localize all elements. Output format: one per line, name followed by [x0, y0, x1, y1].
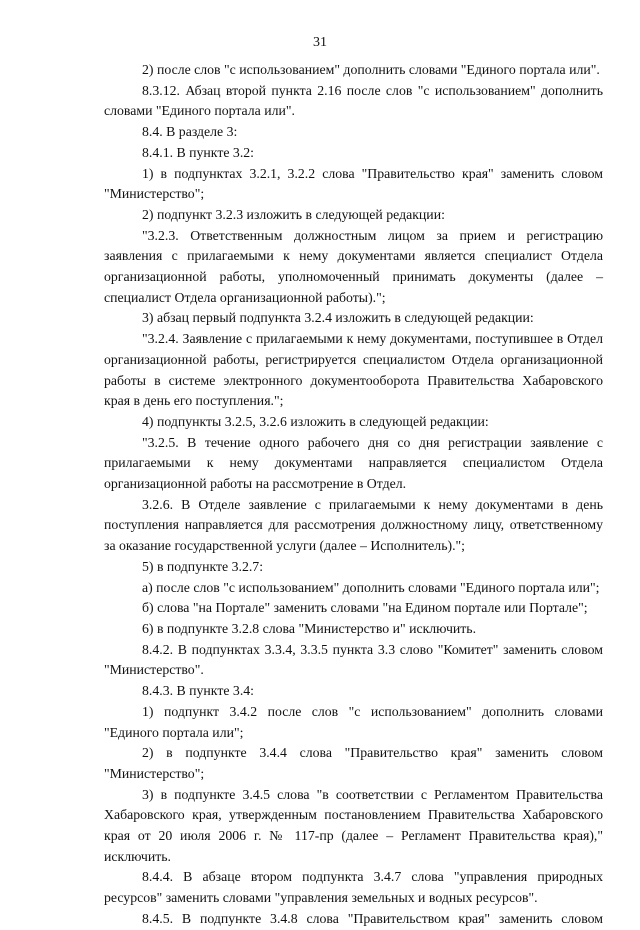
paragraph: "3.2.4. Заявление с прилагаемыми к нему документами, поступившее в Отдел организационной работы, регистрируется специалистом Отдела организационной работы в системе электронного документооборота Правительства Хабаровского края в день его поступления.";	[104, 331, 603, 409]
paragraph: б) слова "на Портале" заменить словами "на Едином портале или Портале";	[142, 600, 588, 616]
paragraph: 8.4.1. В пункте 3.2:	[142, 144, 255, 160]
paragraph: 1) подпункт 3.4.2 после слов "с использованием" дополнить словами "Единого портала или";	[104, 703, 603, 740]
paragraph: а) после слов "с использованием" дополнить словами "Единого портала или";	[142, 579, 600, 595]
paragraph: 8.4. В разделе 3:	[142, 124, 238, 140]
paragraph: 2) подпункт 3.2.3 изложить в следующей редакции:	[142, 206, 445, 222]
paragraph: 3.2.6. В Отделе заявление с прилагаемыми к нему документами в день поступления направляется для рассмотрения должностному лицу, ответственному за оказание государственной услуги (далее – Исполнитель).";	[104, 496, 603, 554]
paragraph: "3.2.5. В течение одного рабочего дня со дня регистрации заявление с прилагаемыми к нему документами направляется специалистом Отдела организационной работы на рассмотрение в Отдел.	[104, 434, 603, 492]
paragraph: 2) в подпункте 3.4.4 слова "Правительство края" заменить словом "Министерство";	[104, 745, 603, 781]
paragraph: 8.4.3. В пункте 3.4:	[142, 683, 255, 699]
paragraph: 8.3.12. Абзац второй пункта 2.16 после слов "с использованием" дополнить словами "Единого портала или".	[104, 82, 603, 119]
paragraph: "3.2.3. Ответственным должностным лицом за прием и регистрацию заявления с прилагаемыми к нему документами является специалист Отдела организационной работы, уполномоченный принимать документы (далее – специалист Отдела организационной работы).";	[104, 227, 603, 305]
paragraph: 1) в подпунктах 3.2.1, 3.2.2 слова "Правительство края" заменить словом "Министерство";	[104, 165, 603, 202]
paragraph: 5) в подпункте 3.2.7:	[142, 558, 264, 574]
paragraph: 3) в подпункте 3.4.5 слова "в соответствии с Регламентом Правительства Хабаровского края, утвержденным постановлением Правительства Хабаровского края от 20 июля 2006 г. № 117-пр (далее – Регламент Правительства края)," исключить.	[104, 786, 603, 864]
paragraph: 8.4.2. В подпунктах 3.3.4, 3.3.5 пункта 3.3 слово "Комитет" заменить словом "Министерство".	[104, 641, 603, 678]
paragraph: 4) подпункты 3.2.5, 3.2.6 изложить в следующей редакции:	[142, 413, 489, 429]
paragraph: 2) после слов "с использованием" дополнить словами "Единого портала или".	[142, 62, 600, 77]
paragraph: 8.4.5. В подпункте 3.4.8 слова "Правительством края" заменить словом	[142, 910, 603, 926]
paragraph: 8.4.4. В абзаце втором подпункта 3.4.7 слова "управления природных ресурсов" заменить словами "управления земельных и водных ресурсов".	[104, 869, 603, 906]
document-body	[104, 60, 603, 930]
page-number: 31	[313, 35, 327, 50]
paragraph: 3) абзац первый подпункта 3.2.4 изложить в следующей редакции:	[142, 310, 534, 326]
paragraph: 6) в подпункте 3.2.8 слова "Министерство и" исключить.	[142, 620, 477, 636]
